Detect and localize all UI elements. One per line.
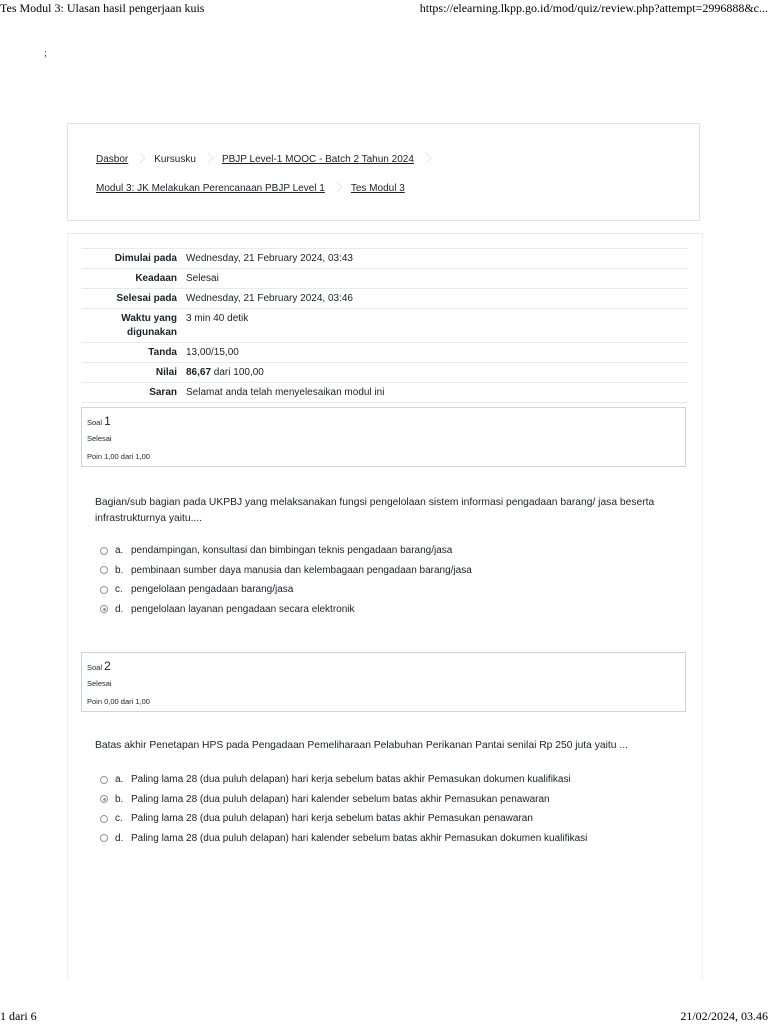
answer-text: Paling lama 28 (dua puluh delapan) hari kalender sebelum batas akhir Pemasukan penawaran [131, 793, 550, 805]
summary-label: Selesai pada [116, 293, 177, 304]
radio-button[interactable] [100, 834, 108, 842]
radio-button-selected[interactable] [100, 795, 108, 803]
chevron-right-icon [204, 151, 210, 167]
answer-letter: d. [115, 603, 124, 615]
question-number [87, 414, 111, 428]
question-info-box [81, 652, 686, 712]
question-text: Batas akhir Penetapan HPS pada Pengadaan Pemeliharaan Pelabuhan Perikanan Pantai senilai Rp 250 juta yaitu ... [95, 740, 628, 751]
answer-letter: a. [115, 545, 124, 557]
question-info-box [81, 407, 686, 467]
question-state: Selesai [87, 434, 112, 443]
summary-row [82, 308, 688, 342]
summary-label: Dimulai pada [114, 253, 177, 264]
radio-button[interactable] [100, 547, 108, 555]
print-page-title: Tes Modul 3: Ulasan hasil pengerjaan kuis [0, 1, 205, 15]
summary-label: Waktu yang digunakan [121, 313, 177, 338]
answer-option[interactable] [100, 809, 587, 829]
summary-value [186, 366, 688, 380]
summary-value: 13,00/15,00 [186, 347, 239, 358]
question-grade: Poin 0,00 dari 1,00 [87, 697, 150, 706]
chevron-right-icon [333, 180, 339, 196]
summary-label: Tanda [148, 347, 177, 358]
summary-value: Selamat anda telah menyelesaikan modul ini [186, 387, 385, 398]
grade-score: 86,67 [186, 367, 212, 378]
question-number-label: Soal [87, 663, 103, 672]
answer-letter: c. [115, 813, 123, 825]
answer-option[interactable] [100, 541, 472, 561]
summary-label: Nilai [155, 367, 177, 378]
question-text: Bagian/sub bagian pada UKPBJ yang melaksanakan fungsi pengelolaan sistem informasi pengadaan barang/ jasa beserta infrastrukturnya yaitu.... [95, 497, 655, 524]
answer-text: Paling lama 28 (dua puluh delapan) hari kalender sebelum batas akhir Pemasukan dokumen kualifikasi [131, 832, 588, 844]
print-footer [0, 1009, 768, 1025]
chevron-right-icon [136, 151, 142, 167]
answer-option[interactable] [100, 600, 472, 620]
chevron-right-icon [422, 151, 428, 167]
summary-row [82, 382, 688, 403]
question-state: Selesai [87, 679, 112, 688]
radio-button[interactable] [100, 776, 108, 784]
answer-text: pendampingan, konsultasi dan bimbingan teknis pengadaan barang/jasa [131, 545, 453, 557]
answer-option[interactable] [100, 580, 472, 600]
print-datetime: 21/02/2024, 03.46 [680, 1009, 768, 1023]
answer-option[interactable] [100, 561, 472, 581]
radio-button-selected[interactable] [100, 605, 108, 613]
breadcrumb-dasbor-link[interactable]: Dasbor [96, 153, 129, 165]
answer-text: pengelolaan layanan pengadaan secara elektronik [131, 603, 355, 615]
question-grade: Poin 1,00 dari 1,00 [87, 452, 150, 461]
summary-row [82, 268, 688, 288]
quiz-summary-table [82, 248, 688, 403]
grade-max: dari 100,00 [211, 367, 264, 378]
question-number-value: 2 [104, 659, 111, 673]
answer-letter: b. [115, 564, 124, 576]
breadcrumb-quiz-link[interactable]: Tes Modul 3 [350, 182, 405, 194]
question-number [87, 659, 111, 673]
answer-text: Paling lama 28 (dua puluh delapan) hari kerja sebelum batas akhir Pemasukan penawaran [131, 813, 533, 825]
print-header [0, 1, 768, 17]
breadcrumb-row-1 [96, 151, 440, 167]
answer-option[interactable] [100, 790, 587, 810]
breadcrumb-module-link[interactable]: Modul 3: JK Melakukan Perencanaan PBJP Level 1 [96, 182, 325, 194]
breadcrumb [67, 123, 700, 221]
answer-text: pengelolaan pengadaan barang/jasa [131, 584, 294, 596]
summary-value: 3 min 40 detik [186, 313, 249, 324]
question-number-value: 1 [104, 414, 111, 428]
summary-value: Wednesday, 21 February 2024, 03:46 [186, 293, 353, 304]
answer-letter: a. [115, 774, 124, 786]
print-page-url: https://elearning.lkpp.go.id/mod/quiz/review.php?attempt=2996888&c... [419, 1, 768, 15]
summary-row [82, 288, 688, 308]
radio-button[interactable] [100, 815, 108, 823]
breadcrumb-kursusku: Kursusku [154, 153, 196, 165]
answer-option[interactable] [100, 770, 587, 790]
summary-row [82, 362, 688, 382]
summary-value: Selesai [186, 273, 219, 284]
answer-list [100, 770, 587, 848]
radio-button[interactable] [100, 586, 108, 594]
answer-text: pembinaan sumber daya manusia dan kelembagaan pengadaan barang/jasa [131, 564, 472, 576]
stray-semicolon: ; [44, 47, 48, 59]
answer-text: Paling lama 28 (dua puluh delapan) hari kerja sebelum batas akhir Pemasukan dokumen kualifikasi [131, 774, 571, 786]
answer-letter: c. [115, 584, 123, 596]
radio-button[interactable] [100, 566, 108, 574]
summary-row [82, 342, 688, 362]
summary-label: Saran [149, 387, 177, 398]
answer-letter: b. [115, 793, 124, 805]
summary-label: Keadaan [135, 273, 177, 284]
answer-letter: d. [115, 832, 124, 844]
answer-list [100, 541, 472, 619]
summary-row [82, 248, 688, 268]
print-page-number: 1 dari 6 [0, 1009, 37, 1023]
answer-option[interactable] [100, 829, 587, 849]
summary-value: Wednesday, 21 February 2024, 03:43 [186, 253, 353, 264]
question-number-label: Soal [87, 418, 103, 427]
breadcrumb-course-link[interactable]: PBJP Level-1 MOOC - Batch 2 Tahun 2024 [221, 153, 414, 165]
breadcrumb-row-2 [96, 180, 405, 196]
